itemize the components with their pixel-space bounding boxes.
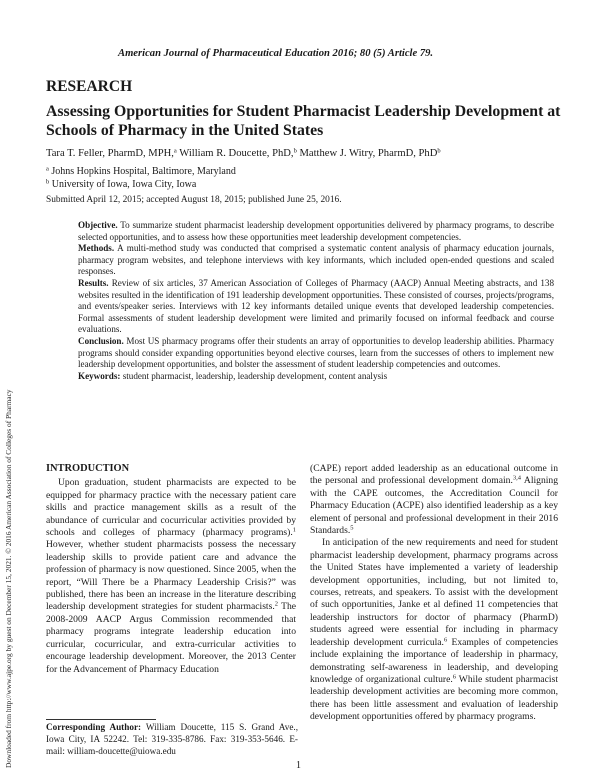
author-affil-marker: b — [293, 147, 297, 155]
citation-marker: 2 — [274, 600, 278, 608]
author-name: William R. Doucette, PhD, — [176, 148, 294, 159]
citation-marker: 5 — [350, 524, 354, 532]
affiliation-text: Johns Hopkins Hospital, Baltimore, Maryland — [48, 166, 236, 177]
corresponding-text: William Doucette, 115 S. Grand Ave., Iowa City, IA 52242. Tel: 319-335-8786. Fax: 319-353-5646. E-mail: william-doucette@uiowa.edu — [46, 722, 299, 756]
citation-marker: 1 — [292, 526, 296, 534]
abstract-text: Review of six articles, 37 American Association of Colleges of Pharmacy (AACP) Annual Meeting abstracts, and 138 websites resulted in the identification of 191 leadership development opportunities. These consisted of courses, projects/programs, and events/speaker series. Interviews with 12 key informants detailed unique events that developed leadership competencies. Formal assessments of student leadership development were limited and primarily focused on informal feedback and course evaluations. — [78, 277, 554, 335]
abstract-text: Most US pharmacy programs offer their students an array of opportunities to develop leadership abilities. Pharmacy programs should consider expanding opportunities beyond elective courses, learn from the successes of others to implement new leadership development opportunities, and bolster the assessment of student leadership competencies and outcomes. — [78, 335, 554, 370]
footnote-divider — [46, 719, 156, 720]
author-affil-marker: a — [173, 147, 177, 155]
intro-paragraph — [46, 477, 296, 676]
affiliation-text: University of Iowa, Iowa City, Iowa — [49, 179, 197, 190]
author-name: Tara T. Feller, PharmD, MPH, — [46, 148, 174, 159]
affiliation-marker: a — [46, 165, 49, 173]
left-column — [46, 463, 296, 676]
body-text: The 2008-2009 AACP Argus Commission recommended that pharmacy programs integrate leadership education into curricular, cocurricular, and extra-curricular activities to encourage leadership development. Moreover, the 2013 Center for the Advancement of Pharmacy Education — [46, 601, 297, 675]
abstract-objective — [78, 220, 554, 243]
body-text: Aligning with the CAPE outcomes, the Accreditation Council for Pharmacy Education (ACPE) also identified leadership as a key element of personal and professional development in their 2016 Standards. — [310, 475, 558, 537]
body-text: Upon graduation, student pharmacists are expected to be equipped for pharmacy practice with the necessary patient care skills and practice management skills as a result of the abundance of curricular and cocurricular activities provided by schools and colleges of pharmacy (pharmacy programs). — [46, 477, 296, 539]
abstract-conclusion — [78, 336, 554, 371]
submission-dates: Submitted April 12, 2015; accepted August 18, 2015; published June 25, 2016. — [46, 195, 342, 205]
citation-marker: 6 — [452, 673, 456, 681]
abstract-label: Methods. — [78, 243, 115, 254]
abstract-results — [78, 278, 554, 336]
page-number: 1 — [296, 760, 301, 771]
intro-paragraph — [310, 537, 558, 723]
right-column — [310, 463, 558, 724]
intro-heading: INTRODUCTION — [46, 463, 130, 474]
abstract-label: Results. — [78, 277, 109, 288]
abstract-text: To summarize student pharmacist leadership development opportunities delivered by pharmacy programs, to describe selected opportunities, and to assess how these opportunities meet leadership development competencies. — [78, 220, 554, 242]
body-text: (CAPE) report added leadership as an educational outcome in the personal and professional development domain. — [310, 463, 558, 487]
body-text: While student pharmacist leadership development activities are becoming more common, there has been little assessment and evaluation of leadership development opportunities offered by pharmacy programs. — [310, 673, 558, 723]
abstract-methods — [78, 243, 554, 278]
affiliation-marker: b — [46, 178, 50, 186]
abstract-label: Objective. — [78, 220, 118, 230]
keywords-label: Keywords: — [78, 370, 121, 381]
author-name: Matthew J. Witry, PharmD, PhD — [296, 148, 438, 159]
journal-header: American Journal of Pharmaceutical Education 2016; 80 (5) Article 79. — [118, 48, 434, 59]
abstract-keywords — [78, 371, 554, 383]
author-list — [46, 148, 441, 159]
abstract-label: Conclusion. — [78, 335, 124, 346]
download-side-note — [4, 148, 18, 768]
body-text: However, whether student pharmacists possess the necessary leadership skills to provide patient care and advance the profession of pharmacy is now questioned. Since 2005, when the report, “Will There be a Pharmacy Leadership Crisis?” was published, there has been an increase in the literature describing leadership development strategies for student pharmacists. — [46, 539, 296, 613]
section-label: RESEARCH — [46, 78, 133, 95]
affiliation — [46, 179, 196, 190]
intro-paragraph-continued — [310, 463, 558, 537]
citation-marker: 6 — [443, 636, 448, 644]
body-text: Examples of competencies include explaining the importance of leadership in pharmacy, demonstrating self-awareness in leadership, and developing knowledge of organizational culture. — [310, 636, 558, 685]
keywords-text: student pharmacist, leadership, leadership development, content analysis — [120, 370, 388, 381]
author-affil-marker: b — [437, 147, 441, 155]
corresponding-author-note — [46, 722, 298, 757]
affiliation — [46, 166, 236, 177]
corresponding-label: Corresponding Author: — [46, 722, 142, 732]
abstract — [78, 220, 554, 382]
side-note-text: Downloaded from http://www.ajpe.org by guest on December 15, 2021. © 2016 American Association of Colleges of Pharmacy — [4, 389, 13, 768]
article-title: Assessing Opportunities for Student Pharmacist Leadership Development at Schools of Pharmacy in the United States — [46, 103, 561, 139]
body-text: In anticipation of the new requirements and need for student pharmacist leadership development, pharmacy programs across the United States have implemented a variety of leadership development opportunities, including, but not limited to, courses, retreats, and speakers. To assist with the development of such opportunities, Janke et al defined 11 competencies that leadership instructors for doctor of pharmacy (PharmD) students agreed were essential for including in pharmacy leadership development curricula. — [310, 537, 558, 648]
abstract-text: A multi-method study was conducted that comprised a systematic content analysis of pharmacy education journals, pharmacy program websites, and telephone interviews with key informants, which included open-ended questions and scaled responses. — [78, 243, 554, 277]
citation-marker: 3,4 — [512, 474, 521, 482]
